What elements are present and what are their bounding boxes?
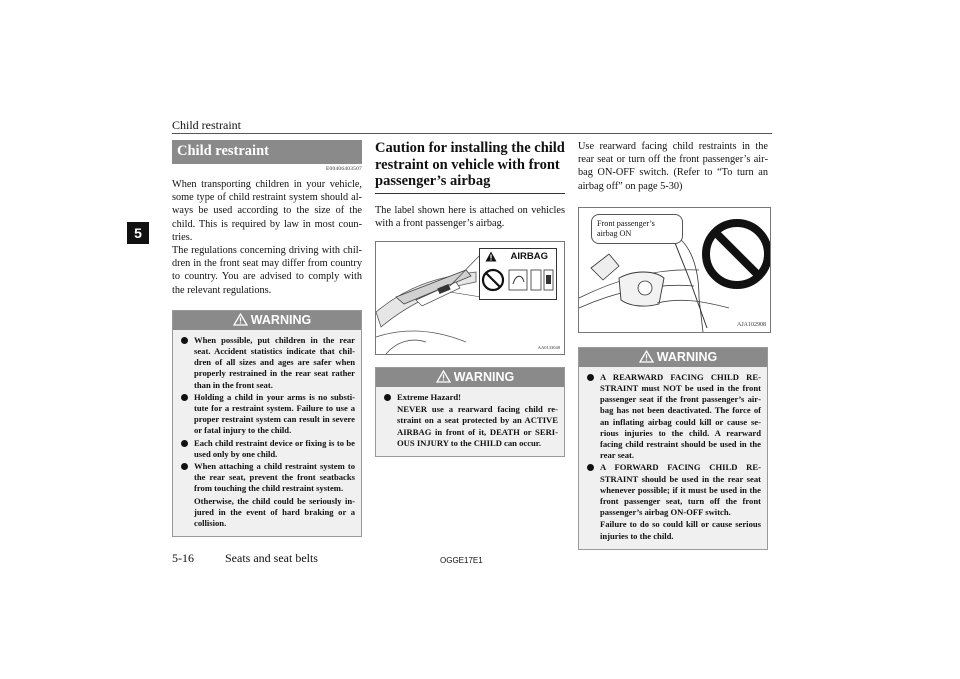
warning-item: Each child restraint device or fixing is to be used only by one child. <box>179 438 355 460</box>
warning-triangle-icon <box>436 370 451 383</box>
warning-box <box>375 367 565 457</box>
airbag-on-callout: Front passenger’s airbag ON <box>591 214 683 244</box>
bullet-icon <box>384 394 391 401</box>
section-code: E00406403507 <box>325 166 362 172</box>
header-rule <box>172 133 772 134</box>
footer-section: Seats and seat belts <box>225 551 318 565</box>
warning-label: WARNING <box>453 369 515 384</box>
warning-box <box>172 310 362 537</box>
middle-column <box>375 140 565 457</box>
warning-header <box>579 348 767 367</box>
figure-code: AJA102908 <box>736 321 766 328</box>
warning-list <box>579 367 767 549</box>
running-head: Child restraint <box>172 118 241 132</box>
bullet-icon <box>181 337 188 344</box>
bullet-icon <box>181 394 188 401</box>
warning-list <box>173 330 361 536</box>
airbag-warning-label <box>479 248 557 300</box>
warning-item: Holding a child in your arms is no substitute for a restraint system. Failure to use a proper restraint system can result in severe or fatal injury to the child. <box>179 392 355 437</box>
warning-item: A FORWARD FACING CHILD RESTRAINT should be used in the rear seat whenever possible; if it must be used in the front passenger seat, turn off the front passenger’s airbag ON-OFF switch. <box>585 462 761 518</box>
airbag-label-figure <box>375 241 565 355</box>
warning-item: When attaching a child restraint system to the rear seat, prevent the front seatbacks from touching the child restraint system. <box>179 461 355 495</box>
warning-label: WARNING <box>656 349 718 364</box>
no-rear-seat-icon <box>480 264 556 298</box>
bullet-icon <box>181 440 188 447</box>
warning-box <box>578 347 768 550</box>
warning-triangle-icon <box>485 251 497 262</box>
document-code: OGGE17E1 <box>440 556 483 565</box>
airbag-on-figure <box>578 207 771 333</box>
warning-header <box>173 311 361 330</box>
figure-code: AA0133048 <box>537 344 560 350</box>
rearward-paragraph: Use rearward facing child restraints in the rear seat or turn off the front passenger’s airbag ON-OFF switch. (Refer to “To turn an airbag off” on page 5-30) <box>578 141 768 192</box>
regulations-paragraph: The regulations concerning driving with children in the front seat may differ from country to country. You are advised to comply with the relevant regulations. <box>172 245 362 296</box>
bullet-icon <box>587 374 594 381</box>
warning-continuation: Otherwise, the child could be seriously injured in the event of hard braking or a collision. <box>194 495 355 529</box>
section-title: Child restraint <box>172 140 362 164</box>
left-column <box>172 140 362 537</box>
label-paragraph: The label shown here is attached on vehicles with a front passenger’s airbag. <box>375 204 565 229</box>
warning-list <box>376 387 564 456</box>
warning-label: WARNING <box>250 312 312 327</box>
warning-triangle-icon <box>639 350 654 363</box>
warning-item: A REARWARD FACING CHILD RESTRAINT must NOT be used in the front passenger seat if the front passenger’s airbag has not been deactivated. The force of an inflating airbag could kill or cause serious injuries to the child. A rearward facing child restraint should be used in the rear seat. <box>585 372 761 462</box>
bullet-icon <box>587 464 594 471</box>
intro-paragraph: When transporting children in your vehicle, some type of child restraint system should always be used according to the size of the child. This is required by law in most countries. <box>172 179 362 243</box>
warning-item: When possible, put children in the rear seat. Accident statistics indicate that children of all sizes and ages are safer when properly restrained in the rear seat rather than in the front seat. <box>179 335 355 391</box>
airbag-label-bar <box>480 249 556 264</box>
right-column <box>578 140 768 550</box>
warning-item: Extreme Hazard! <box>382 392 558 403</box>
warning-triangle-icon <box>233 313 248 326</box>
warning-continuation: NEVER use a rearward facing child restraint on a seat protected by an ACTIVE AIRBAG in front of it, DEATH or SERIOUS INJURY to the CHILD can occur. <box>397 404 558 448</box>
page-number: 5-16 <box>172 551 194 565</box>
warning-header <box>376 368 564 387</box>
caution-heading: Caution for installing the child restraint on vehicle with front passenger’s airbag <box>375 140 565 194</box>
warning-continuation: Failure to do so could kill or cause serious injuries to the child. <box>600 519 761 541</box>
bullet-icon <box>181 463 188 470</box>
airbag-label-text: AIRBAG <box>510 250 548 262</box>
chapter-tab: 5 <box>127 222 149 244</box>
